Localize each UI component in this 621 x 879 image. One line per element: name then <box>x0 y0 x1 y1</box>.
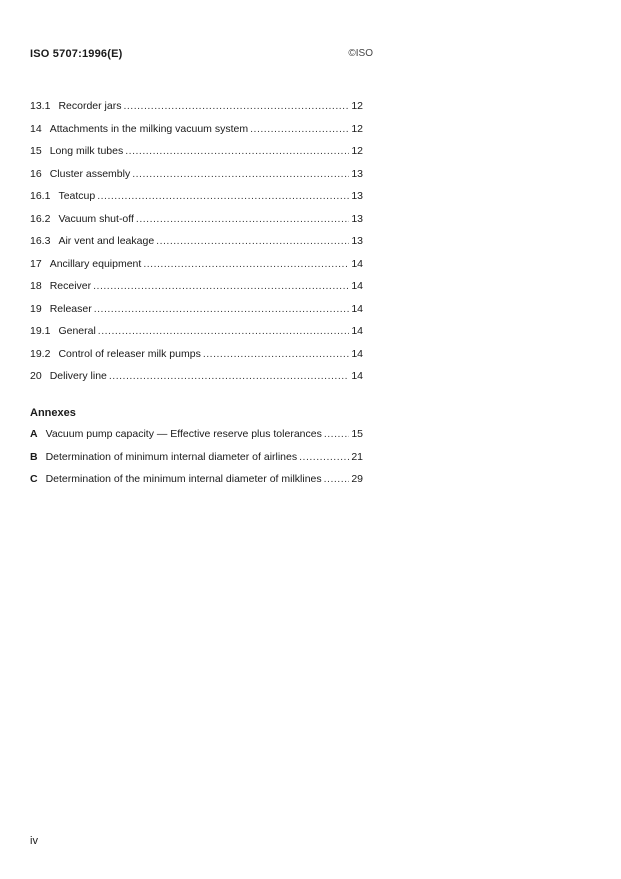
toc-entry-number: 19.1 <box>30 325 51 337</box>
toc-entry[interactable] <box>30 145 363 168</box>
toc-entry[interactable] <box>30 235 363 258</box>
annex-entry[interactable] <box>30 473 363 496</box>
toc-entry-page: 12 <box>351 122 363 135</box>
toc-entry[interactable] <box>30 303 363 326</box>
annexes-heading: Annexes <box>30 407 76 419</box>
toc-entry-number: 19.2 <box>30 347 51 360</box>
toc-entry-number: 16.3 <box>30 235 51 247</box>
toc-entry[interactable] <box>30 280 363 303</box>
toc-dot-leader <box>123 100 349 112</box>
toc-entry-title: Receiver <box>49 280 92 292</box>
toc-dot-leader <box>93 280 349 292</box>
toc-entry-page: 14 <box>351 370 363 382</box>
annex-title: Vacuum pump capacity — Effective reserve plus tolerances <box>45 428 322 440</box>
toc-entry[interactable] <box>30 258 363 281</box>
toc-entry-number: 13.1 <box>30 100 51 112</box>
toc-entry[interactable] <box>30 213 363 236</box>
annex-list <box>30 428 363 496</box>
document-id: ISO 5707:1996(E) <box>30 48 123 60</box>
toc-entry-number: 20 <box>30 370 42 382</box>
toc-dot-leader <box>136 213 349 225</box>
toc-entry-page: 12 <box>351 145 363 157</box>
toc-entry[interactable] <box>30 100 363 123</box>
toc-entry-page: 13 <box>351 212 363 225</box>
toc-entry-title: Long milk tubes <box>49 145 124 157</box>
toc-entry[interactable] <box>30 325 363 348</box>
toc-dot-leader <box>324 473 350 485</box>
toc-entry-title: Air vent and leakage <box>58 235 155 247</box>
annex-letter: B <box>30 450 38 463</box>
toc-entry-page: 14 <box>351 257 363 270</box>
annex-page: 15 <box>351 428 363 440</box>
copyright-notice: ©ISO <box>348 48 373 59</box>
toc-entry-title: Delivery line <box>49 370 107 382</box>
toc-dot-leader <box>156 235 349 247</box>
toc-entry-number: 18 <box>30 280 42 292</box>
toc-dot-leader <box>250 123 349 135</box>
toc-entry-page: 14 <box>351 302 363 315</box>
toc-entry-title: General <box>58 325 96 337</box>
toc-entry-number: 15 <box>30 145 42 157</box>
toc-entry-number: 16 <box>30 167 42 180</box>
toc-entry-title: Teatcup <box>58 190 96 202</box>
toc-entry-page: 13 <box>351 167 363 180</box>
page-number: iv <box>30 835 38 847</box>
toc-entry-page: 14 <box>351 280 363 292</box>
toc-dot-leader <box>143 258 349 270</box>
toc-entry[interactable] <box>30 123 363 146</box>
annex-letter: A <box>30 428 38 440</box>
toc-dot-leader <box>98 325 350 337</box>
toc-dot-leader <box>132 168 349 180</box>
annex-letter: C <box>30 473 38 485</box>
toc-entry-page: 12 <box>351 100 363 112</box>
toc-entry-number: 14 <box>30 122 42 135</box>
toc-entry-page: 14 <box>351 325 363 337</box>
toc-dot-leader <box>109 370 349 382</box>
toc-entry[interactable] <box>30 190 363 213</box>
toc-entry-number: 19 <box>30 302 42 315</box>
toc-entry-page: 14 <box>351 347 363 360</box>
toc-entry-title: Vacuum shut-off <box>58 212 134 225</box>
annex-entry[interactable] <box>30 451 363 474</box>
toc-dot-leader <box>125 145 349 157</box>
toc-entry-number: 16.2 <box>30 212 51 225</box>
toc-dot-leader <box>97 190 349 202</box>
annex-title: Determination of the minimum internal diameter of milklines <box>45 473 322 485</box>
toc-entry-page: 13 <box>351 235 363 247</box>
toc-entry[interactable] <box>30 370 363 393</box>
toc-entry-title: Control of releaser milk pumps <box>58 347 201 360</box>
toc-entry-title: Releaser <box>49 302 92 315</box>
annex-page: 29 <box>351 473 363 485</box>
page-header <box>30 48 373 62</box>
toc-entry-title: Recorder jars <box>58 100 122 112</box>
toc-dot-leader <box>94 303 350 315</box>
annex-title: Determination of minimum internal diameter of airlines <box>45 450 298 463</box>
annex-entry[interactable] <box>30 428 363 451</box>
toc-dot-leader <box>203 348 349 360</box>
toc-dot-leader <box>299 451 349 463</box>
toc-entry[interactable] <box>30 348 363 371</box>
toc-entry-number: 16.1 <box>30 190 51 202</box>
annex-page: 21 <box>351 450 363 463</box>
toc-entry-page: 13 <box>351 190 363 202</box>
toc-dot-leader <box>324 428 349 440</box>
toc-entry-title: Ancillary equipment <box>49 257 142 270</box>
toc-entry[interactable] <box>30 168 363 191</box>
table-of-contents <box>30 100 363 393</box>
toc-entry-title: Attachments in the milking vacuum system <box>49 122 249 135</box>
toc-entry-number: 17 <box>30 257 42 270</box>
toc-entry-title: Cluster assembly <box>49 167 131 180</box>
